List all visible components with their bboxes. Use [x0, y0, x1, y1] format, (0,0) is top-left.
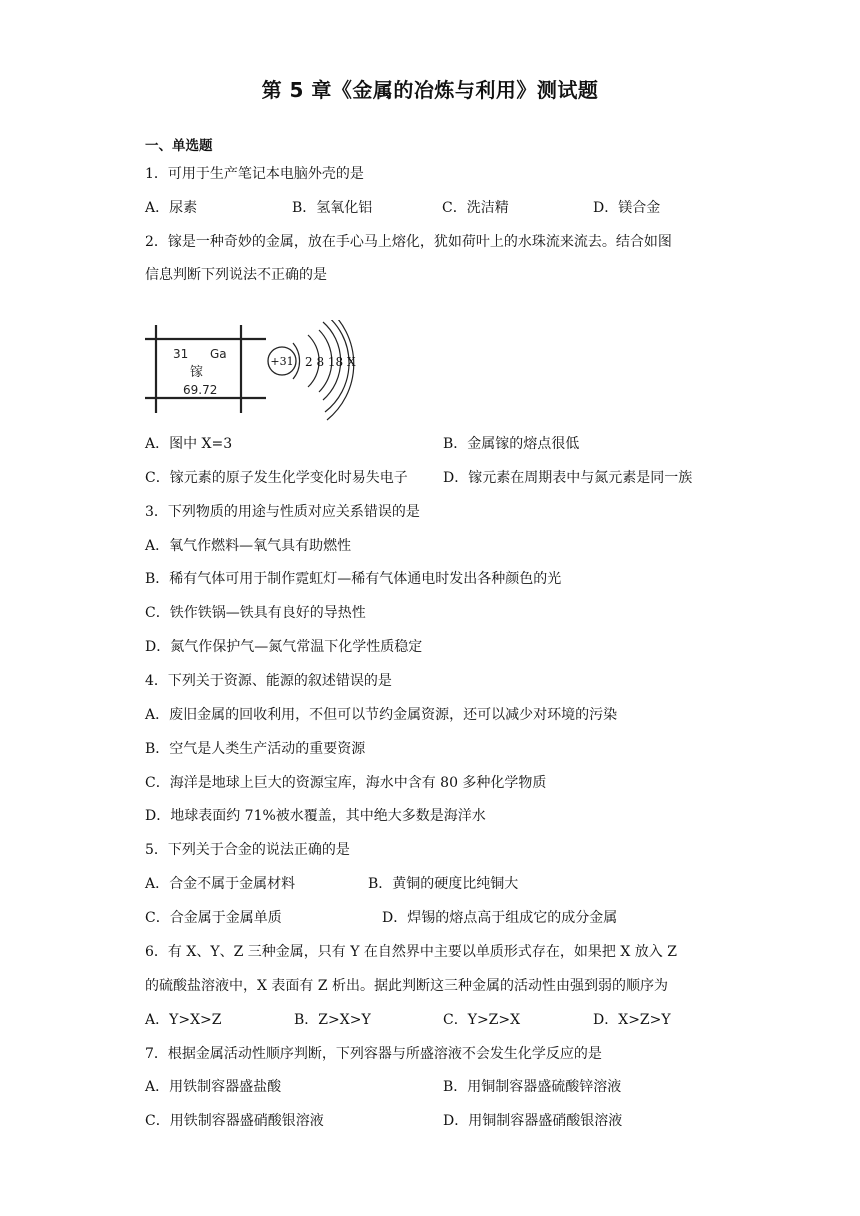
option-a: A．合金不属于金属材料	[145, 876, 296, 892]
section-heading: 一、单选题	[145, 138, 213, 154]
option-a: A．尿素	[145, 200, 198, 216]
option-a: A．图中 X=3	[145, 436, 233, 452]
question-1-options	[145, 197, 715, 217]
question-5-options-row-2	[145, 907, 715, 927]
option-d: D．X>Z>Y	[593, 1012, 671, 1028]
question-4-option-a: A．废旧金属的回收利用，不但可以节约金属资源，还可以减少对环境的污染	[145, 707, 618, 723]
option-d: D．镓元素在周期表中与氮元素是同一族	[443, 470, 693, 486]
nucleus-charge: +31	[270, 355, 294, 368]
option-c: C．洗洁精	[442, 200, 509, 216]
electron-shell-arcs	[293, 320, 354, 420]
question-4-option-c: C．海洋是地球上巨大的资源宝库，海水中含有 80 多种化学物质	[145, 775, 547, 791]
question-3-option-b: B．稀有气体可用于制作霓虹灯—稀有气体通电时发出各种颜色的光	[145, 571, 562, 587]
option-d: D．焊锡的熔点高于组成它的成分金属	[382, 910, 618, 926]
question-7-stem: 7．根据金属活动性顺序判断，下列容器与所盛溶液不会发生化学反应的是	[145, 1046, 602, 1062]
option-d: D．用铜制容器盛硝酸银溶液	[443, 1113, 623, 1129]
question-6-stem-line-2: 的硫酸盐溶液中，X 表面有 Z 析出。据此判断这三种金属的活动性由强到弱的顺序为	[145, 978, 669, 994]
question-4-option-b: B．空气是人类生产活动的重要资源	[145, 741, 366, 757]
option-b: B．氢氧化铝	[292, 200, 373, 216]
option-d: D．镁合金	[593, 200, 661, 216]
atomic-number: 31	[173, 347, 189, 361]
electron-shell-counts: 2 8 18 X	[305, 355, 356, 369]
question-5-options-row-1	[145, 873, 715, 893]
option-c: C．镓元素的原子发生化学变化时易失电子	[145, 470, 408, 486]
question-6-options	[145, 1009, 715, 1029]
gallium-element-figure	[145, 320, 375, 425]
option-a: A．用铁制容器盛盐酸	[145, 1079, 282, 1095]
question-3-option-c: C．铁作铁锅—铁具有良好的导热性	[145, 605, 366, 621]
option-b: B．Z>X>Y	[294, 1012, 371, 1028]
question-2-stem-line-2: 信息判断下列说法不正确的是	[145, 267, 327, 283]
question-2-options-row-1	[145, 433, 715, 453]
option-b: B．金属镓的熔点很低	[443, 436, 580, 452]
question-3-option-a: A．氧气作燃料—氧气具有助燃性	[145, 538, 352, 554]
question-4-stem: 4．下列关于资源、能源的叙述错误的是	[145, 673, 392, 689]
page-title: 第 5 章《金属的冶炼与利用》测试题	[261, 78, 599, 102]
question-7-options-row-1	[145, 1076, 715, 1096]
option-c: C．合金属于金属单质	[145, 910, 282, 926]
question-7-options-row-2	[145, 1110, 715, 1130]
option-c: C．用铁制容器盛硝酸银溶液	[145, 1113, 324, 1129]
question-5-stem: 5．下列关于合金的说法正确的是	[145, 842, 350, 858]
question-6-stem-line-1: 6．有 X、Y、Z 三种金属，只有 Y 在自然界中主要以单质形式存在，如果把 X 放入 Z	[145, 944, 677, 960]
option-a: A．Y>X>Z	[145, 1012, 222, 1028]
option-b: B．用铜制容器盛硫酸锌溶液	[443, 1079, 622, 1095]
question-2-options-row-2	[145, 467, 715, 487]
question-3-option-d: D．氮气作保护气—氮气常温下化学性质稳定	[145, 639, 423, 655]
option-b: B．黄铜的硬度比纯铜大	[368, 876, 519, 892]
question-2-stem-line-1: 2．镓是一种奇妙的金属，放在手心马上熔化，犹如荷叶上的水珠流来流去。结合如图	[145, 234, 672, 250]
question-3-stem: 3．下列物质的用途与性质对应关系错误的是	[145, 504, 420, 520]
atomic-mass: 69.72	[183, 383, 218, 397]
option-c: C．Y>Z>X	[443, 1012, 521, 1028]
element-name: 镓	[190, 365, 204, 380]
element-symbol: Ga	[210, 347, 227, 361]
periodic-table-cell	[145, 325, 266, 413]
question-1-stem: 1．可用于生产笔记本电脑外壳的是	[145, 166, 364, 182]
question-4-option-d: D．地球表面约 71%被水覆盖，其中绝大多数是海洋水	[145, 808, 486, 824]
